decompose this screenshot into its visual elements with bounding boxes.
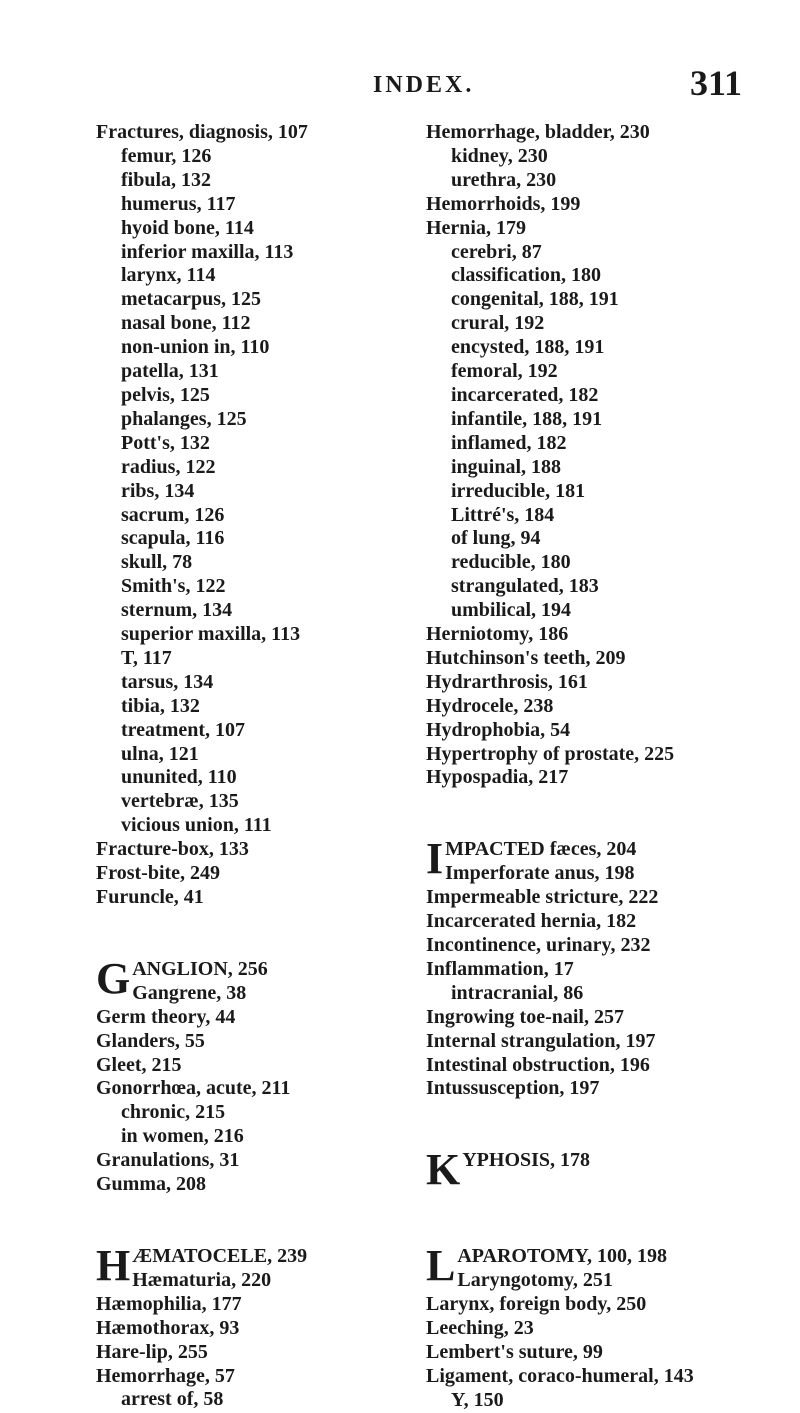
right-column [426,121,766,1413]
index-entry: sacrum, 126 [121,503,225,526]
index-entry: Hemorrhoids, 199 [426,192,581,215]
index-entry: incarcerated, 182 [451,383,599,406]
index-entry: Incontinence, urinary, 232 [426,934,651,956]
index-entry: Intussusception, 197 [426,1077,600,1100]
index-entry: Smith's, 122 [121,575,226,598]
index-entry: APAROTOMY, 100, 198 [457,1245,667,1268]
index-entry: ribs, 134 [121,479,195,502]
index-entry: Larynx, foreign body, 250 [426,1292,647,1315]
index-entry: arrest of, 58 [121,1388,224,1411]
index-entry: hyoid bone, 114 [121,216,254,239]
running-title: INDEX. [373,72,475,98]
dropcap-letter: H [96,1244,131,1290]
index-entry: scapula, 116 [121,527,225,550]
index-entry: strangulated, 183 [451,575,599,598]
index-entry: Fractures, diagnosis, 107 [96,121,308,143]
index-entry: Y, 150 [451,1388,504,1411]
index-entry: Laryngotomy, 251 [457,1269,613,1292]
index-entry: metacarpus, 125 [121,288,261,311]
index-entry: Gonorrhœa, acute, 211 [96,1077,291,1100]
index-entry: Hydrophobia, 54 [426,718,571,741]
index-entry: Hydrocele, 238 [426,694,554,717]
l-entries [426,1293,766,1413]
index-entry: ununited, 110 [121,766,237,789]
index-entry: tarsus, 134 [121,670,214,693]
index-entry: MPACTED fæces, 204 [445,838,637,861]
index-entry: inferior maxilla, 113 [121,240,294,263]
index-entry: Gangrene, 38 [132,981,247,1004]
index-entry: radius, 122 [121,455,216,478]
page-number: 311 [689,63,742,103]
index-entry: Furuncle, 41 [96,886,204,908]
dropcap-letter: I [426,838,444,884]
index-entry: ÆMATOCELE, 239 [132,1244,308,1267]
index-entry: Hare-lip, 255 [96,1340,208,1363]
index-entry: ulna, 121 [121,742,199,765]
index-entry: Herniotomy, 186 [426,623,569,646]
index-entry: fibula, 132 [121,168,212,191]
index-entry: inflamed, 182 [451,431,567,454]
index-entry: intracranial, 86 [451,981,584,1004]
index-entry: Gleet, 215 [96,1053,182,1076]
index-entry: vicious union, 111 [121,814,272,837]
section-g [96,958,416,1006]
index-entry: YPHOSIS, 178 [462,1149,591,1172]
index-entry: Germ theory, 44 [96,1005,236,1028]
index-entry: Impermeable stricture, 222 [426,886,659,909]
index-entry: Inflammation, 17 [426,957,574,980]
fractures-entries [96,121,416,910]
g-entries [96,1006,416,1197]
dropcap-letter: L [426,1245,456,1291]
index-entry: Littré's, 184 [451,503,555,526]
index-entry: Gumma, 208 [96,1173,206,1196]
index-entry: Hæmaturia, 220 [132,1268,272,1291]
index-entry: Leeching, 23 [426,1316,534,1339]
page-header [0,62,800,102]
index-entry: skull, 78 [121,551,193,574]
section-k [426,1149,766,1197]
index-entry: Fracture-box, 133 [96,838,249,861]
index-entry: Hemorrhage, 57 [96,1364,235,1387]
index-entry: Hypertrophy of prostate, 225 [426,742,675,765]
index-entry: Ingrowing toe-nail, 257 [426,1005,624,1028]
section-l [426,1245,766,1293]
index-entry: of lung, 94 [451,527,541,550]
index-entry: reducible, 180 [451,551,571,574]
index-entry: Hypospadia, 217 [426,766,569,789]
index-entry: Hydrarthrosis, 161 [426,670,588,693]
index-entry: congenital, 188, 191 [451,288,619,311]
index-entry: humerus, 117 [121,192,236,215]
index-entry: Hernia, 179 [426,216,526,239]
index-entry: urethra, 230 [451,168,557,191]
index-entry: larynx, 114 [121,264,216,287]
index-entry: phalanges, 125 [121,407,247,430]
index-entry: chronic, 215 [121,1101,226,1124]
dropcap-letter: G [96,957,131,1003]
index-entry: infantile, 188, 191 [451,407,603,430]
index-entry: pelvis, 125 [121,383,210,406]
index-entry: kidney, 230 [451,144,548,167]
index-entry: Granulations, 31 [96,1149,240,1172]
index-entry: treatment, 107 [121,718,246,741]
index-entry: sternum, 134 [121,599,233,622]
index-entry: superior maxilla, 113 [121,623,301,646]
index-entry: Glanders, 55 [96,1029,205,1052]
index-entry: Intestinal obstruction, 196 [426,1053,650,1076]
index-entry: patella, 131 [121,360,219,383]
index-entry: Hutchinson's teeth, 209 [426,646,626,669]
index-entry: Hemorrhage, bladder, 230 [426,121,650,143]
h-entries [96,1293,416,1413]
index-entry: umbilical, 194 [451,599,572,622]
i-entries [426,886,766,1101]
index-entry: crural, 192 [451,312,545,335]
index-entry: non-union in, 110 [121,336,270,359]
index-entry: inguinal, 188 [451,455,562,478]
hemorrhage-entries [426,121,766,790]
index-entry: encysted, 188, 191 [451,336,605,359]
index-entry: femur, 126 [121,144,212,167]
index-entry: Lembert's suture, 99 [426,1340,603,1363]
index-entry: Imperforate anus, 198 [445,862,635,885]
index-entry: nasal bone, 112 [121,312,251,335]
index-entry: Hæmothorax, 93 [96,1316,240,1339]
section-h [96,1245,416,1293]
section-i [426,838,766,886]
index-entry: Internal strangulation, 197 [426,1029,656,1052]
dropcap-letter: K [426,1149,461,1195]
index-entry: irreducible, 181 [451,479,586,502]
index-entry: classification, 180 [451,264,601,287]
left-column [96,121,416,1412]
index-entry: Pott's, 132 [121,431,210,454]
index-entry: in women, 216 [121,1125,244,1148]
index-entry: Incarcerated hernia, 182 [426,910,637,933]
index-entry: Hæmophilia, 177 [96,1292,242,1315]
index-entry: cerebri, 87 [451,240,542,263]
index-entry: Frost-bite, 249 [96,862,221,885]
index-entry: vertebræ, 135 [121,790,239,813]
index-entry: ANGLION, 256 [132,957,268,980]
index-entry: Ligament, coraco-humeral, 143 [426,1364,694,1387]
index-entry: tibia, 132 [121,694,200,717]
index-entry: T, 117 [121,646,172,669]
index-entry: femoral, 192 [451,360,558,383]
